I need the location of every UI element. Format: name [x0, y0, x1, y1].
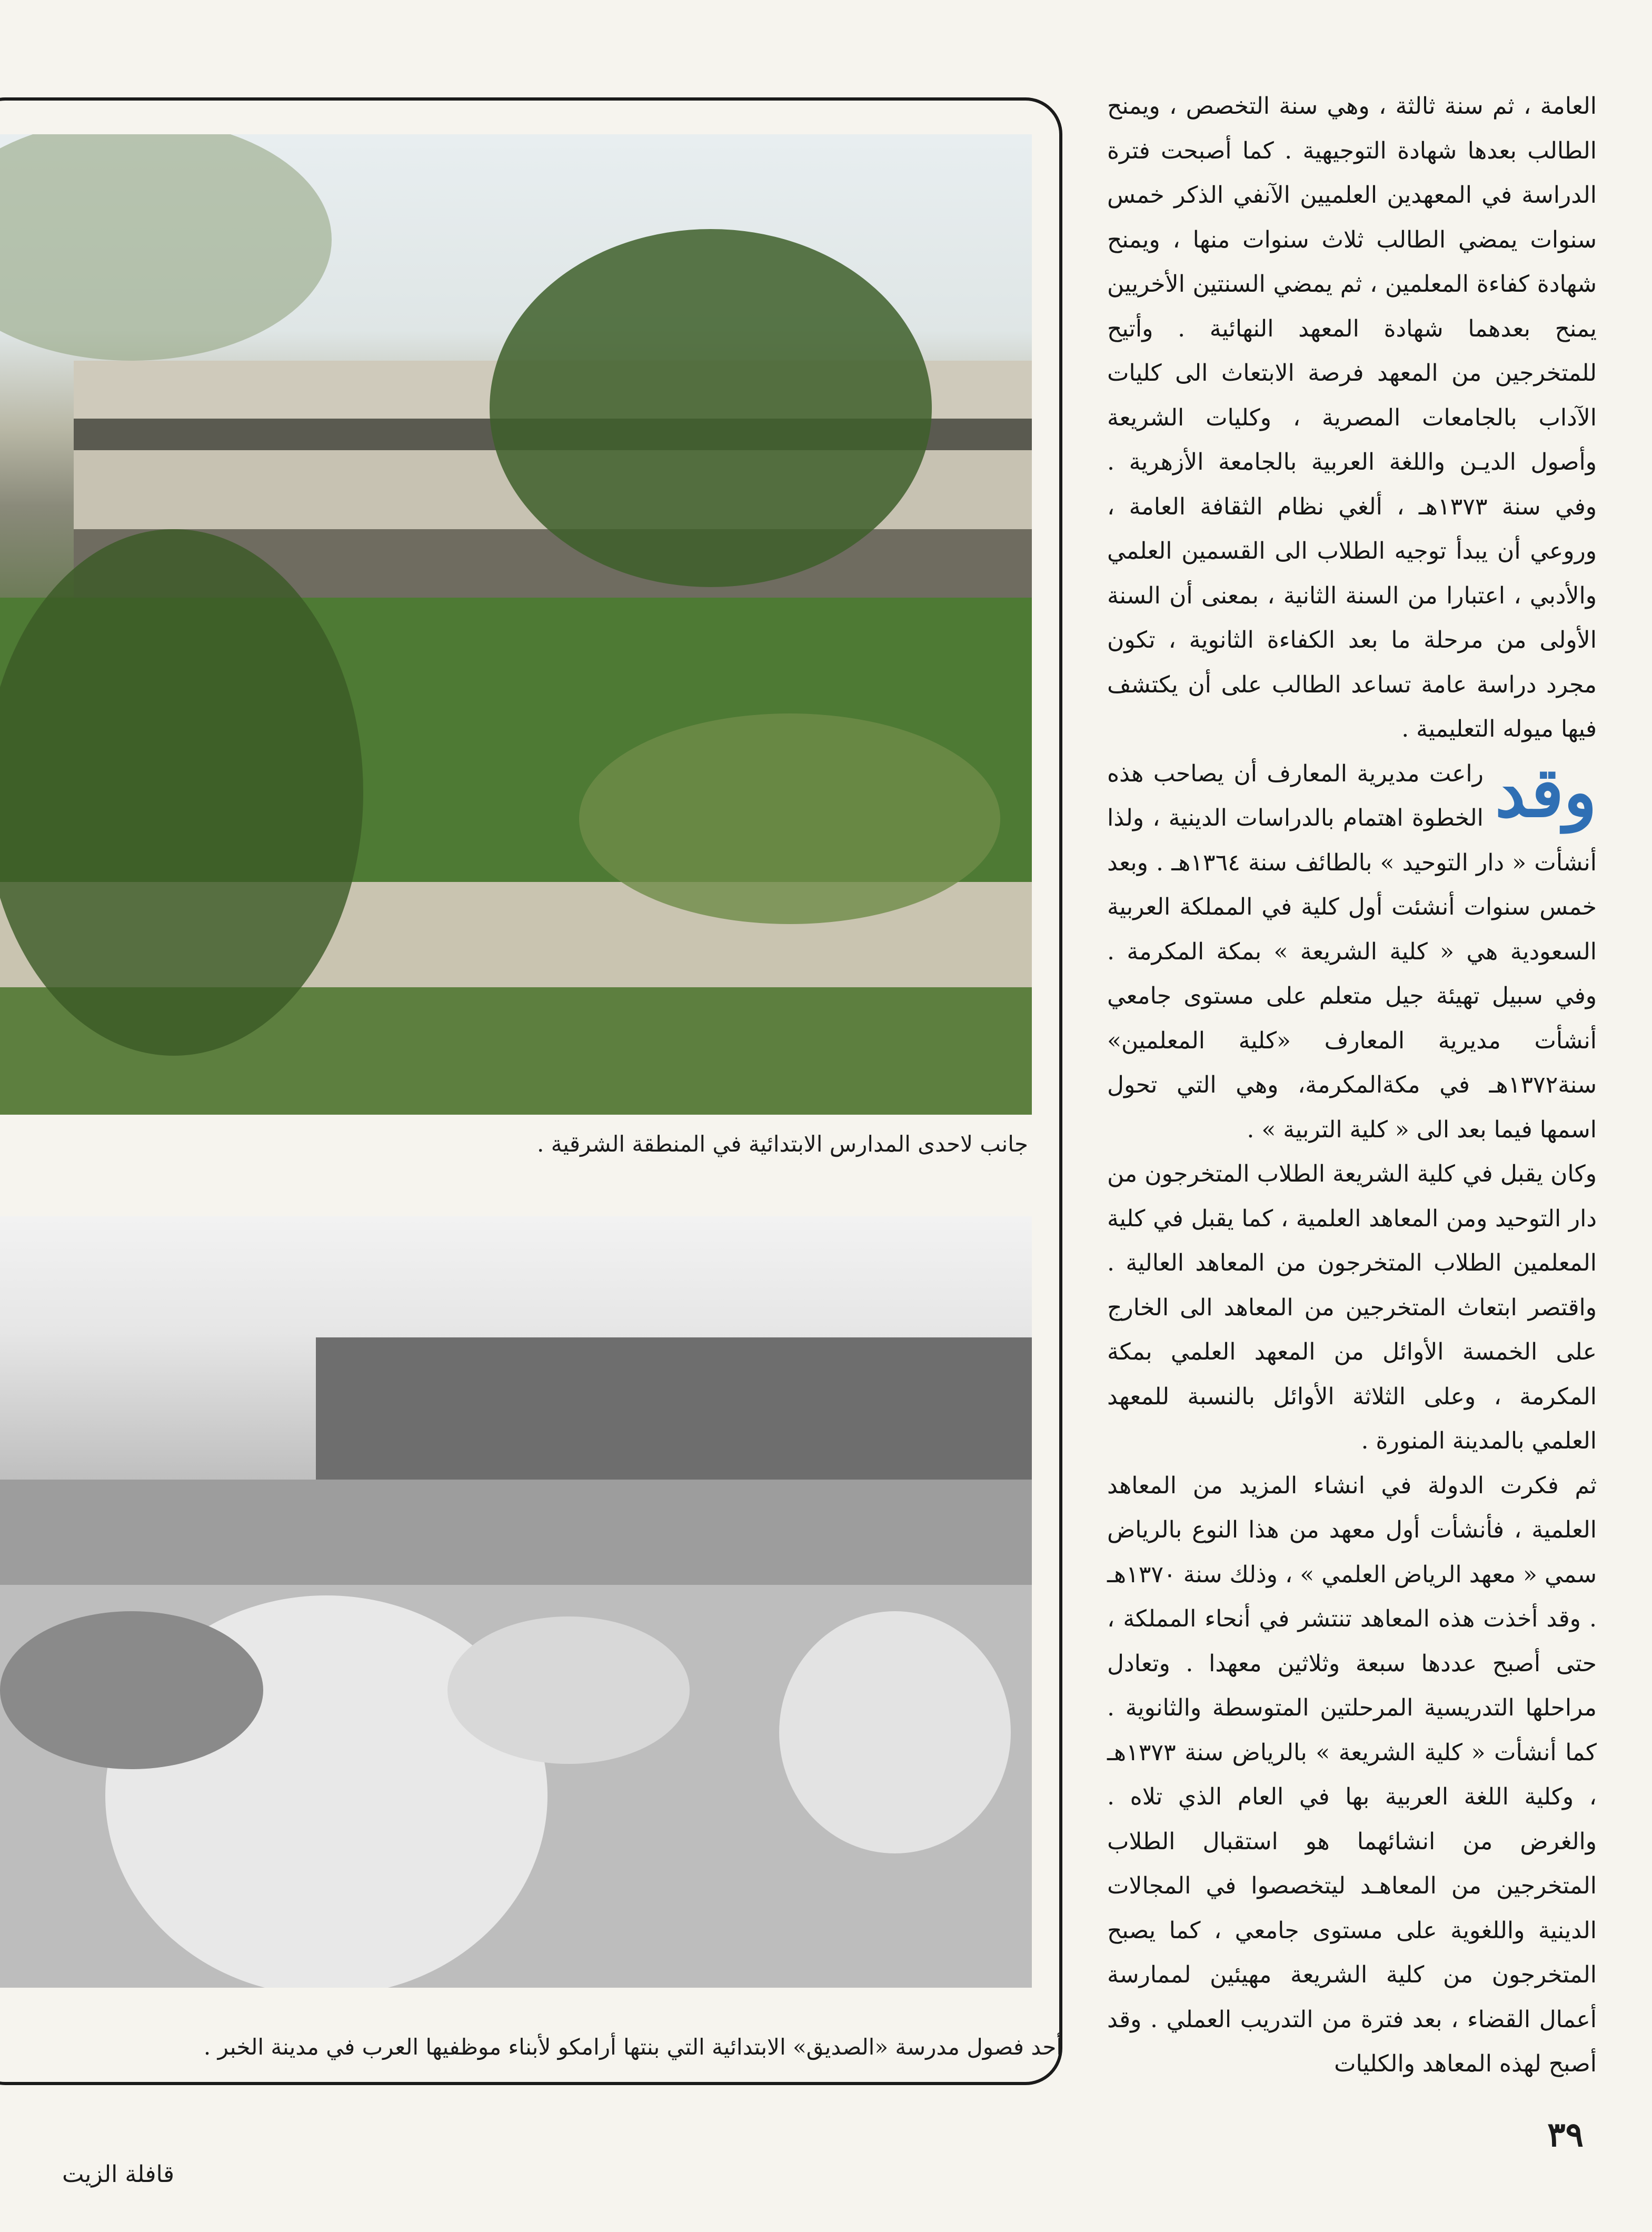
article-paragraph-text: راعت مديرية المعارف أن يصاحب هذه الخطوة اهتمام بالدراسات الدينية ، ولذا أنشأت « دار التوحيد » بالطائف سنة ١٣٦٤هـ . وبعد خمس سنوات أنشئت أول كلية في المملكة العربية السعودية هي « كلية الشريعة » بمكة المكرمة . وفي سبيل تهيئة جيل متعلم على مستوى جامعي أنشأت مديرية المعارف «كلية المعلمين» سنة١٣٧٢هـ في مكةالمكرمة، وهي التي تحول اسمها فيما بعد الى « كلية التربية » .: [1107, 760, 1597, 1143]
photo-caption-top: جانب لاحدى المدارس الابتدائية في المنطقة الشرقية .: [536, 1131, 1028, 1157]
drop-cap: وقد: [1495, 751, 1597, 832]
school-garden-photo: [0, 134, 1032, 1115]
classroom-illustration: [0, 1216, 1032, 1988]
magazine-name: قافلة الزيت: [62, 2161, 174, 2188]
article-column: [1107, 84, 1597, 2087]
article-paragraph: ثم فكرت الدولة في انشاء المزيد من المعاهد العلمية ، فأنشأت أول معهد من هذا النوع بالرياض سمي « معهد الرياض العلمي » ، وذلك سنة ١٣٧٠هـ . وقد أخذت هذه المعاهد تنتشر في أنحاء المملكة ، حتى أصبح عددها سبعة وثلاثين معهدا . وتعادل مراحلها التدريسية المرحلتين المتوسطة والثانوية . كما أنشأت « كلية الشريعة » بالرياض سنة ١٣٧٣هـ ، وكلية اللغة العربية بها في العام الذي تلاه . والغرض من انشائهما هو استقبال الطلاب المتخرجين من المعاهـد ليتخصصوا في المجالات الدينية واللغوية على مستوى جامعي ، كما يصبح المتخرجون من كلية الشريعة مهيئين لممارسة أعمال القضاء ، بعد فترة من التدريب العملي . وقد أصبح لهذه المعاهد والكليات: [1107, 1472, 1597, 2077]
article-paragraph-with-dropcap: [1107, 752, 1597, 1153]
page-number: ٣٩: [1547, 2115, 1584, 2155]
photo-caption-bottom: أحد فصول مدرسة «الصديق» الابتدائية التي بنتها أرامكو لأبناء موظفيها العرب في مدينة الخبر .: [203, 2034, 1062, 2060]
article-paragraph: وكان يقبل في كلية الشريعة الطلاب المتخرجون من دار التوحيد ومن المعاهد العلمية ، كما يقبل في كلية المعلمين الطلاب المتخرجون من المعاهد العالية . واقتصر ابتعاث المتخرجين من المعاهد الى الخارج على الخمسة الأوائل من المعهد العلمي بمكة المكرمة ، وعلى الثلاثة الأوائل بالنسبة للمعهد العلمي بالمدينة المنورة .: [1107, 1160, 1597, 1454]
school-garden-illustration: [0, 134, 1032, 1115]
classroom-photo: [0, 1216, 1032, 1988]
article-paragraph: العامة ، ثم سنة ثالثة ، وهي سنة التخصص ، ويمنح الطالب بعدها شهادة التوجيهية . كما أصبحت فترة الدراسة في المعهدين العلميين الآنفي الذكر خمس سنوات يمضي الطالب ثلاث سنوات منها ، ويمنح شهادة كفاءة المعلمين ، ثم يمضي السنتين الأخريين يمنح بعدهما شهادة المعهد النهائية . وأتيح للمتخرجين من المعهد فرصة الابتعاث الى كليات الآداب بالجامعات المصرية ، وكليات الشريعة وأصول الديـن واللغة العربية بالجامعة الأزهرية . وفي سنة ١٣٧٣هـ ، ألغي نظام الثقافة العامة ، وروعي أن يبدأ توجيه الطلاب الى القسمين العلمي والأدبي ، اعتبارا من السنة الثانية ، بمعنى أن السنة الأولى من مرحلة ما بعد الكفاءة الثانوية ، تكون مجرد دراسة عامة تساعد الطالب على أن يكتشف فيها ميوله التعليمية .: [1107, 93, 1597, 742]
